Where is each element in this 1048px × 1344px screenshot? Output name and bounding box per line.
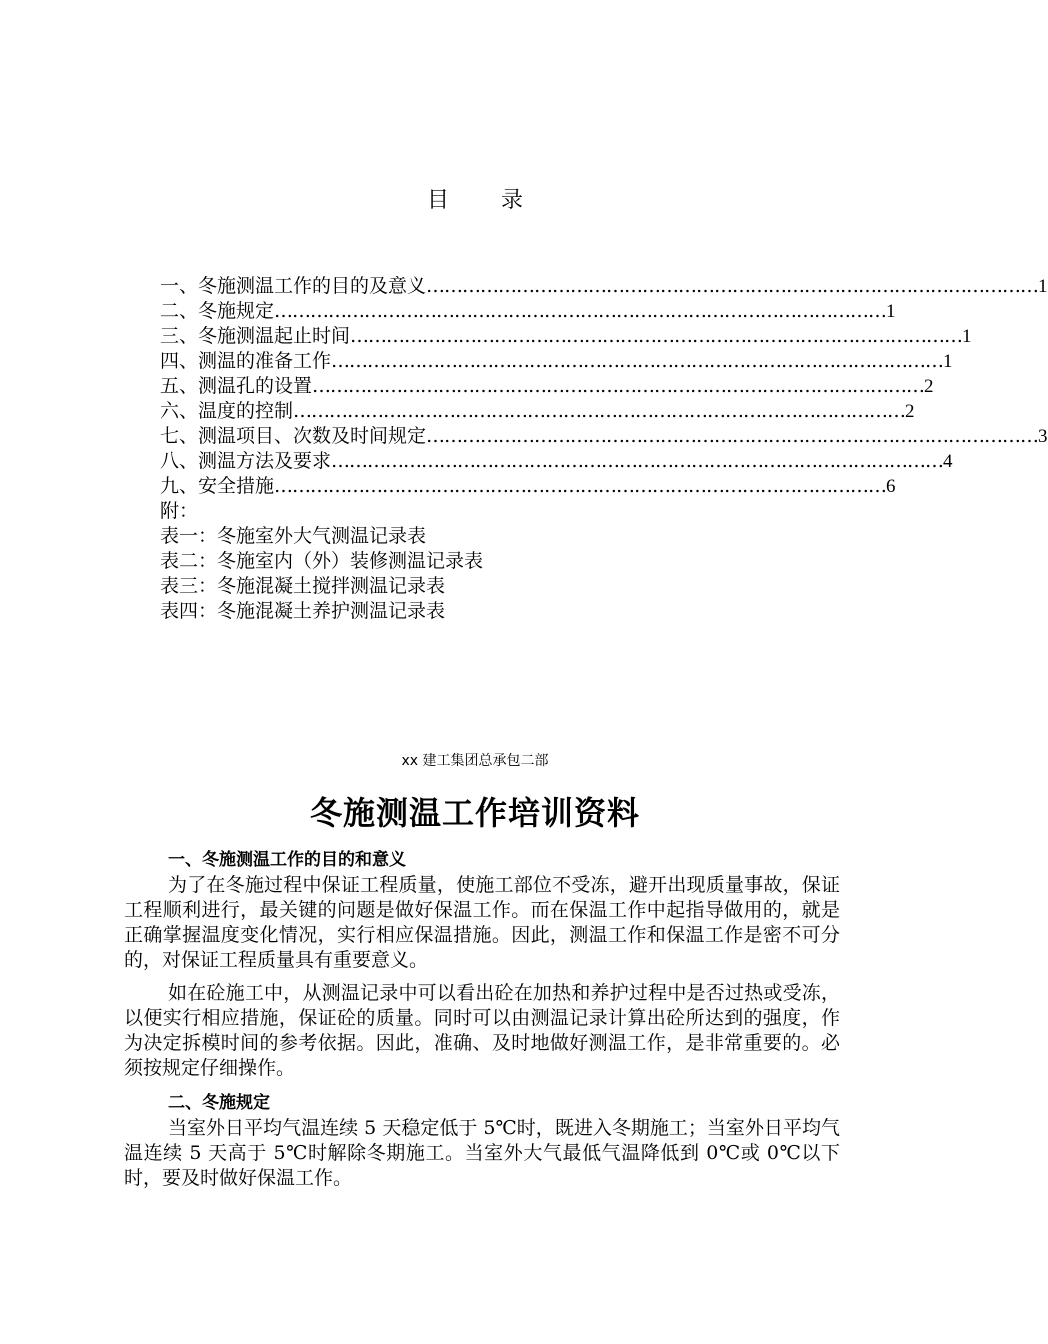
table-of-contents xyxy=(160,274,1048,499)
toc-entry-label: 二、冬施规定 xyxy=(160,300,275,322)
toc-entry[interactable] xyxy=(160,449,953,474)
toc-entry-label: 四、测温的准备工作 xyxy=(160,350,332,372)
appendix-item[interactable]: 表三：冬施混凝土搅拌测温记录表 xyxy=(160,575,446,597)
appendix-item[interactable]: 表一：冬施室外大气测温记录表 xyxy=(160,525,427,547)
toc-entry-label: 七、测温项目、次数及时间规定 xyxy=(160,425,427,447)
toc-entry-page: 1 xyxy=(943,351,953,372)
toc-entry-page: 2 xyxy=(905,401,915,422)
toc-entry-page: 1 xyxy=(886,301,896,322)
toc-entry[interactable] xyxy=(160,399,915,424)
document-title: 冬施测温工作培训资料 xyxy=(309,794,640,832)
toc-entry-label: 三、冬施测温起止时间 xyxy=(160,325,351,347)
organization-name: xx 建工集团总承包二部 xyxy=(401,753,549,769)
toc-entry-page: 6 xyxy=(886,476,896,497)
toc-entry-page: 1 xyxy=(962,326,972,347)
toc-entry-label: 九、安全措施 xyxy=(160,475,275,497)
body-paragraph: 当室外日平均气温连续 5 天稳定低于 5℃时，既进入冬期施工；当室外日平均气温连续 5 天高于 5℃时解除冬期施工。当室外大气最低气温降低到 0℃或 0℃以下时，要及时做好保温工作。 xyxy=(124,1117,840,1189)
toc-title-right: 录 xyxy=(501,188,524,213)
toc-entry[interactable] xyxy=(160,274,1048,299)
toc-entry-label: 一、冬施测温工作的目的及意义 xyxy=(160,275,427,297)
appendix-label: 附： xyxy=(160,500,199,522)
toc-entry-label: 五、测温孔的设置 xyxy=(160,375,313,397)
appendix-item[interactable]: 表二：冬施室内（外）装修测温记录表 xyxy=(160,550,484,572)
toc-entry-label: 八、测温方法及要求 xyxy=(160,450,332,472)
toc-leader-dots: ………………………………………………………………………………………… xyxy=(331,350,944,372)
toc-entry-page: 1 xyxy=(1038,276,1048,297)
appendix-list xyxy=(160,499,483,624)
toc-leader-dots: ………………………………………………………………………………………… xyxy=(293,400,906,422)
toc-leader-dots: ………………………………………………………………………………………… xyxy=(274,475,887,497)
toc-entry[interactable] xyxy=(160,424,1048,449)
toc-leader-dots: ………………………………………………………………………………………… xyxy=(426,425,1039,447)
toc-entry[interactable] xyxy=(160,299,896,324)
toc-title-left: 目 xyxy=(426,188,449,213)
toc-leader-dots: ………………………………………………………………………………………… xyxy=(312,375,925,397)
section-heading: 二、冬施规定 xyxy=(168,1093,270,1113)
body-paragraph: 为了在冬施过程中保证工程质量，使施工部位不受冻，避开出现质量事故，保证工程顺利进行，最关键的问题是做好保温工作。而在保温工作中起指导做用的，就是正确掌握温度变化情况，实行相应保温措施。因此，测温工作和保温工作是密不可分的，对保证工程质量具有重要意义。 xyxy=(124,874,840,971)
toc-leader-dots: ………………………………………………………………………………………… xyxy=(274,300,887,322)
toc-leader-dots: ………………………………………………………………………………………… xyxy=(426,275,1039,297)
section-heading: 一、冬施测温工作的目的和意义 xyxy=(168,850,406,870)
toc-entry[interactable] xyxy=(160,324,972,349)
toc-entry-page: 4 xyxy=(943,451,953,472)
toc-leader-dots: ………………………………………………………………………………………… xyxy=(331,450,944,472)
toc-entry[interactable] xyxy=(160,474,896,499)
body-paragraph: 如在砼施工中，从测温记录中可以看出砼在加热和养护过程中是否过热或受冻，以便实行相应措施，保证砼的质量。同时可以由测温记录计算出砼所达到的强度，作为决定拆模时间的参考依据。因此，准确、及时地做好测温工作，是非常重要的。必须按规定仔细操作。 xyxy=(124,982,840,1079)
toc-leader-dots: ………………………………………………………………………………………… xyxy=(350,325,963,347)
toc-entry[interactable] xyxy=(160,349,953,374)
toc-title xyxy=(0,183,950,214)
toc-entry-page: 3 xyxy=(1038,426,1048,447)
appendix-item[interactable]: 表四：冬施混凝土养护测温记录表 xyxy=(160,600,446,622)
toc-entry[interactable] xyxy=(160,374,934,399)
document-body xyxy=(124,848,840,1191)
toc-entry-label: 六、温度的控制 xyxy=(160,400,294,422)
toc-entry-page: 2 xyxy=(924,376,934,397)
